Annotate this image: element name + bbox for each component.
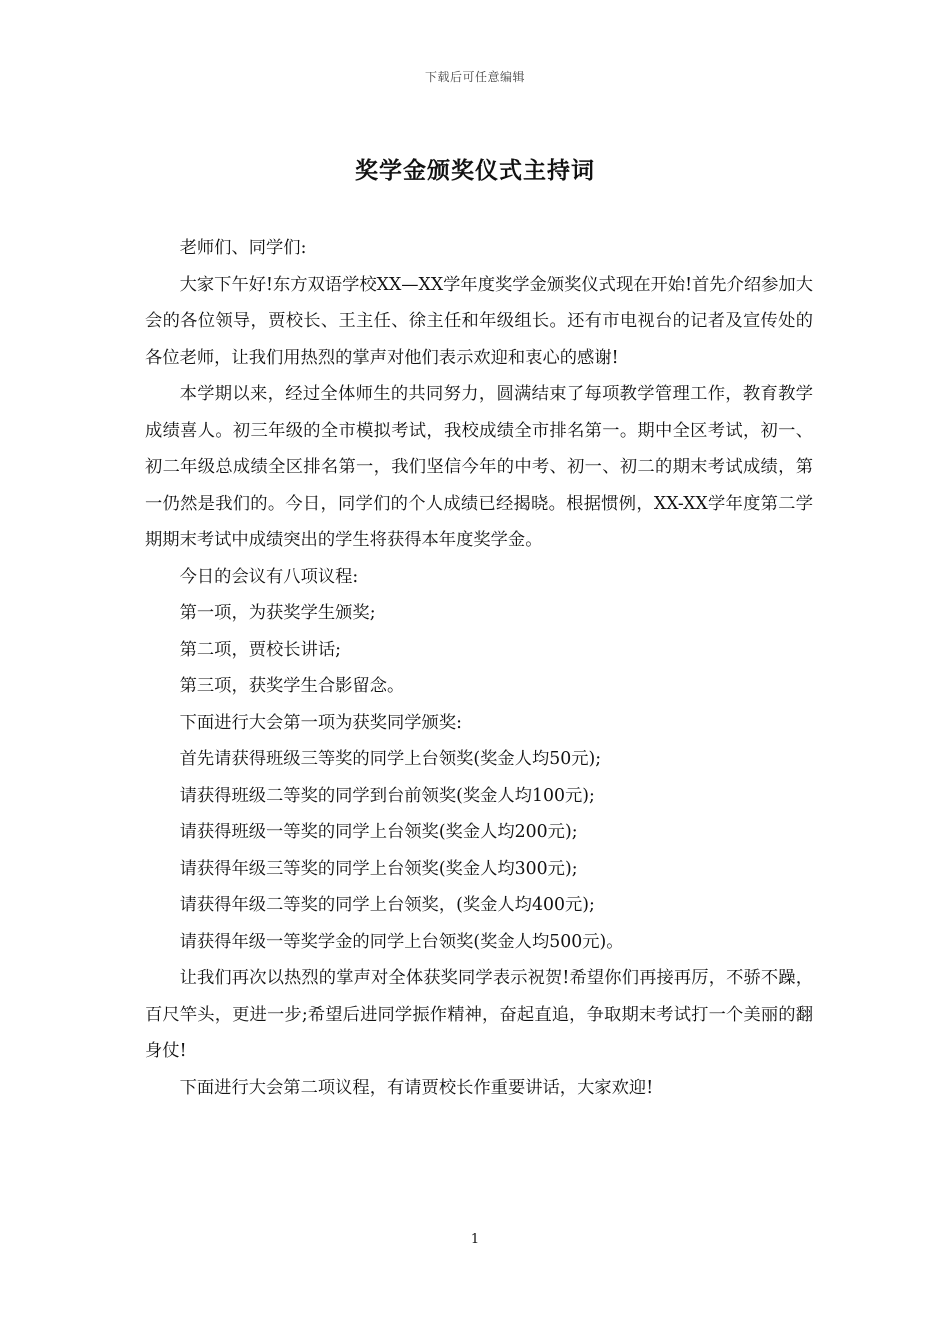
paragraph-greeting: 老师们、同学们: — [179, 238, 307, 258]
agenda-item-2: 第二项，贾校长讲话; — [179, 639, 341, 660]
page-number: 1 — [470, 1232, 480, 1247]
award-line-class-second: 请获得班级二等奖的同学到台前领奖(奖金人均100元); — [179, 785, 595, 806]
award-line-grade-second: 请获得年级二等奖的同学上台领奖，(奖金人均400元); — [179, 895, 595, 915]
paragraph-opening: 大家下午好!东方双语学校XX—XX学年度奖学金颁奖仪式现在开始!首先介绍参加大会的各位领导，贾校长、王主任、徐主任和年级组长。还有市电视台的记者及宣传处的各位老师，让我们用热烈的掌声对他们表示欢迎和衷心的感谢! — [145, 274, 813, 368]
award-line-class-third: 首先请获得班级三等奖的同学上台领奖(奖金人均50元); — [179, 749, 602, 769]
paragraph-agenda-intro: 今日的会议有八项议程: — [179, 566, 359, 587]
paragraph-next-agenda: 下面进行大会第二项议程，有请贾校长作重要讲话，大家欢迎! — [179, 1077, 654, 1098]
paragraph-achievements: 本学期以来，经过全体师生的共同努力，圆满结束了每项教学管理工作，教育教学成绩喜人。初三年级的全市模拟考试，我校成绩全市排名第一。期中全区考试，初一、初二年级总成绩全区排名第一，我们坚信今年的中考、初一、初二的期末考试成绩，第一仍然是我们的。今日，同学们的个人成绩已经揭晓。根据惯例，XX-XX学年度第二学期期末考试中成绩突出的学生将获得本年度奖学金。 — [145, 384, 813, 550]
paragraph-congratulations: 让我们再次以热烈的掌声对全体获奖同学表示祝贺!希望你们再接再厉，不骄不躁，百尺竿头，更进一步;希望后进同学振作精神，奋起直追，争取期末考试打一个美丽的翻身仗! — [145, 968, 813, 1061]
award-line-grade-first: 请获得年级一等奖学金的同学上台领奖(奖金人均500元)。 — [179, 931, 624, 952]
agenda-item-1: 第一项，为获奖学生颁奖; — [179, 603, 376, 623]
document-title: 奖学金颁奖仪式主持词 — [355, 157, 595, 184]
header-note: 下载后可任意编辑 — [424, 70, 525, 84]
agenda-item-3: 第三项，获奖学生合影留念。 — [179, 676, 405, 696]
paragraph-award-intro: 下面进行大会第一项为获奖同学颁奖: — [179, 712, 462, 733]
document-body — [145, 230, 813, 1106]
award-line-grade-third: 请获得年级三等奖的同学上台领奖(奖金人均300元); — [179, 858, 578, 879]
award-line-class-first: 请获得班级一等奖的同学上台领奖(奖金人均200元); — [179, 822, 578, 842]
